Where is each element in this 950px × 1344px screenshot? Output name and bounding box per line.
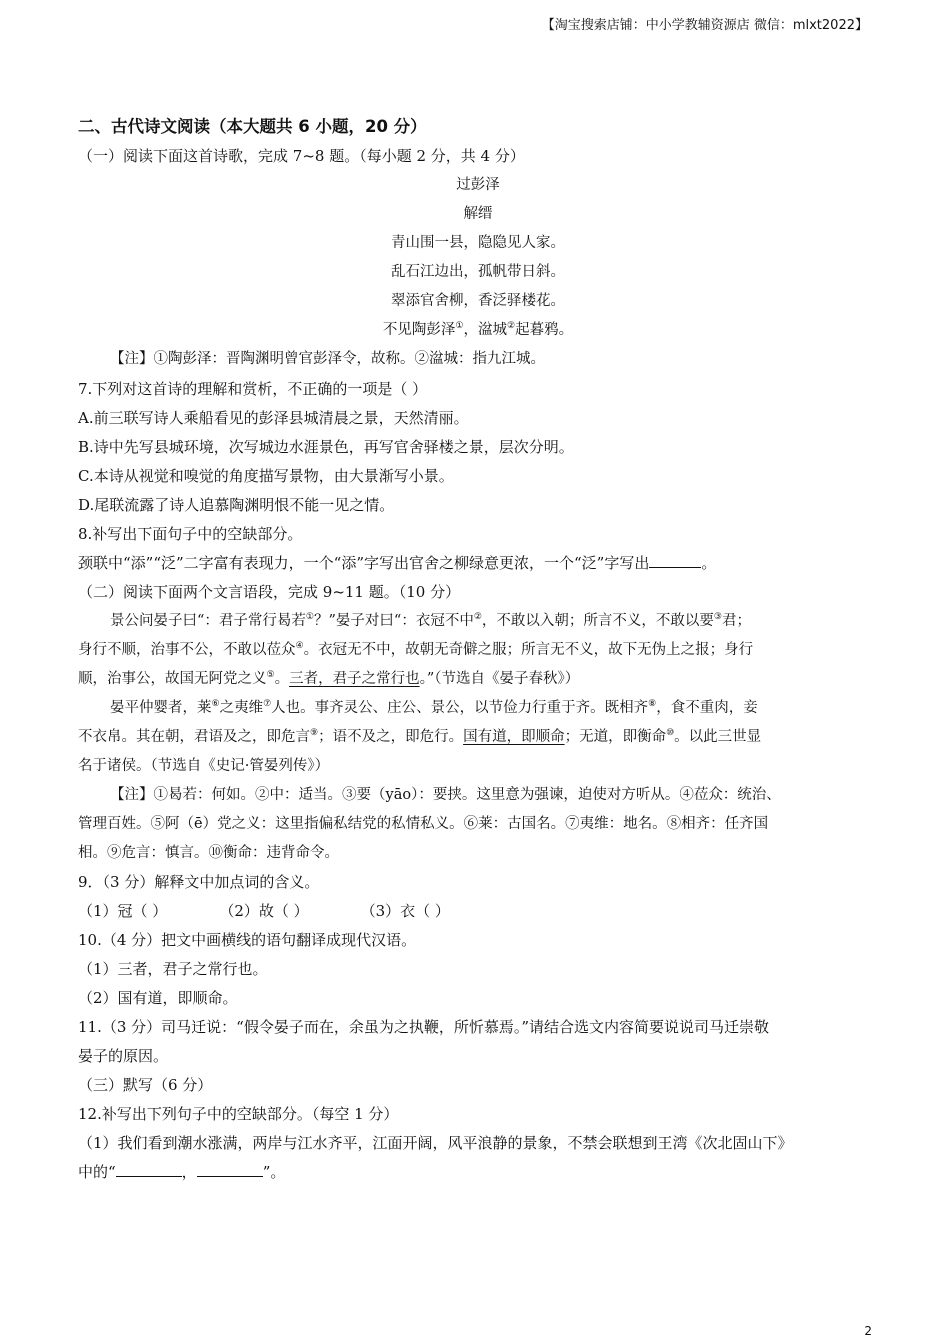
part3-intro: （三）默写（6 分）	[78, 1075, 213, 1094]
passage-line: 名于诸侯。（节选自《史记·管晏列传》）	[78, 757, 330, 774]
poem-author: 解缙	[463, 206, 493, 222]
poem-line: 乱石江边出，孤帆带日斜。	[391, 264, 565, 280]
passage-line: 身行不顺，治事不公，不敢以莅众④。衣冠无不中，故朝无奇僻之服；所言无不义，故下无伪上之报；身行	[78, 640, 754, 658]
q12-item-line: 中的“ ， ”。	[78, 1162, 286, 1181]
q8-text: 颈联中“添”“泛”二字富有表现力，一个“添”字写出官舍之柳绿意更浓，一个“泛”字写出 。	[78, 553, 717, 572]
underlined-sentence: 三者，君子之常行也	[289, 670, 420, 687]
note-line: 【注】①曷若：何如。②中：适当。③要（yāo）：要挟。这里意为强谏，迫使对方听从。④莅众：统治、	[110, 786, 781, 803]
q12-stem: 12.补写出下列句子中的空缺部分。（每空 1 分）	[78, 1104, 399, 1123]
poem-line: 翠添官舍柳，香泛驿楼花。	[391, 293, 565, 309]
poem	[78, 171, 878, 345]
q7-stem: 7.下列对这首诗的理解和赏析，不正确的一项是（ ）	[78, 379, 428, 398]
answer-blank	[197, 1162, 263, 1177]
poem-line: 不见陶彭泽①，湓城②起暮鸦。	[382, 321, 574, 338]
page-number: 2	[864, 1324, 872, 1338]
q12-item-line: （1）我们看到潮水涨满，两岸与江水齐平，江面开阔，风平浪静的景象，不禁会联想到王湾《次北固山下》	[78, 1133, 793, 1152]
q9-item: （2）故（ ）	[219, 901, 309, 920]
note-line: 相。⑨危言：慎言。⑩衡命：违背命令。	[78, 844, 339, 861]
q7-option-d: D.尾联流露了诗人追慕陶渊明恨不能一见之情。	[78, 495, 395, 514]
underlined-sentence: 国有道，即顺命	[463, 728, 565, 745]
q11-line: 晏子的原因。	[78, 1046, 169, 1065]
poem-note: 【注】①陶彭泽：晋陶渊明曾官彭泽令，故称。②湓城：指九江城。	[110, 351, 545, 367]
q10-stem: 10.（4 分）把文中画横线的语句翻译成现代汉语。	[78, 930, 417, 949]
passage-line: 晏平仲婴者，莱⑥之夷维⑦人也。事齐灵公、庄公、景公，以节俭力行重于齐。既相齐⑧，食不重肉，妾	[110, 698, 758, 716]
q7-option-a: A.前三联写诗人乘船看见的彭泽县城清晨之景，天然清丽。	[78, 408, 469, 427]
passage-line: 顺，治事公，故国无阿党之义⑤。三者，君子之常行也。”（节选自《晏子春秋》）	[78, 669, 580, 687]
q11-line: 11.（3 分）司马迁说：“假令晏子而在，余虽为之执鞭，所忻慕焉。”请结合选文内容简要说说司马迁崇敬	[78, 1017, 770, 1036]
poem-title: 过彭泽	[456, 177, 500, 193]
passage-line: 不衣帛。其在朝，君语及之，即危言⑨；语不及之，即危行。国有道，即顺命；无道，即衡命⑩。以此三世显	[78, 727, 762, 745]
q10-item: （2）国有道，即顺命。	[78, 988, 238, 1007]
q8-stem: 8.补写出下面句子中的空缺部分。	[78, 524, 303, 543]
note-line: 管理百姓。⑤阿（ē）党之义：这里指偏私结党的私情私义。⑥莱：古国名。⑦夷维：地名。⑧相齐：任齐国	[78, 815, 769, 832]
prose-note	[78, 781, 878, 868]
q10-item: （1）三者，君子之常行也。	[78, 959, 268, 978]
q9-item: （1）冠（ ）	[78, 901, 168, 920]
page-header: 【淘宝搜索店铺：中小学教辅资源店 微信：mlxt2022】	[541, 18, 868, 33]
q7-option-c: C.本诗从视觉和嗅觉的角度描写景物，由大景渐写小景。	[78, 466, 454, 485]
answer-blank	[649, 553, 701, 568]
q9-stem: 9．（3 分）解释文中加点词的含义。	[78, 872, 320, 891]
page-content	[78, 112, 878, 1187]
poem-line: 青山围一县，隐隐见人家。	[391, 235, 565, 251]
passage-2	[78, 694, 878, 781]
part1-intro: （一）阅读下面这首诗歌，完成 7~8 题。（每小题 2 分，共 4 分）	[78, 147, 525, 165]
q9-items	[78, 897, 878, 926]
passage-line: 景公问晏子曰“：君子常行曷若①？”晏子对曰“：衣冠不中②，不敢以入朝；所言不义，不敢以要③君；	[110, 611, 751, 629]
q7-option-b: B.诗中先写县城环境，次写城边水涯景色，再写官舍驿楼之景，层次分明。	[78, 437, 574, 456]
q9-item: （3）衣（ ）	[360, 901, 450, 920]
passage-1	[78, 607, 878, 694]
section-title: 二、古代诗文阅读（本大题共 6 小题，20 分）	[78, 117, 427, 136]
answer-blank	[116, 1162, 182, 1177]
part2-intro: （二）阅读下面两个文言语段，完成 9~11 题。（10 分）	[78, 582, 461, 601]
